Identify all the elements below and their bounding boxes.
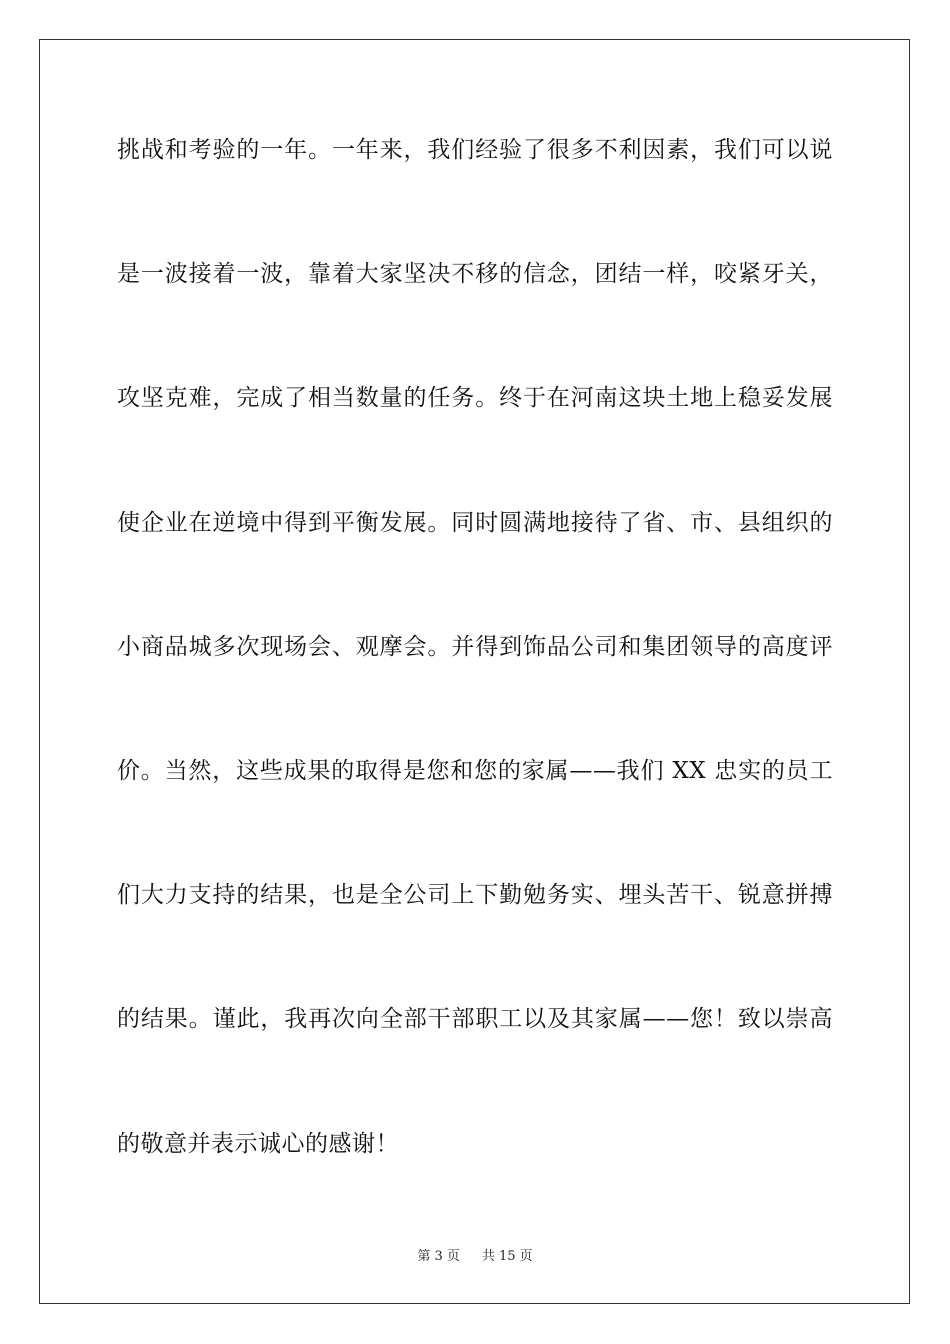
page-footer xyxy=(0,1247,950,1267)
text-line: 的敬意并表示诚心的感谢！ xyxy=(117,1130,399,1157)
body-text xyxy=(117,120,833,1238)
text-line: 们大力支持的结果，也是全公司上下勤勉务实、埋头苦干、锐意拼搏 xyxy=(117,882,833,909)
page-number: 第 3 页 xyxy=(417,1249,460,1264)
page-total: 共 15 页 xyxy=(481,1249,533,1264)
text-line: 的结果。谨此，我再次向全部干部职工以及其家属——您！致以崇高 xyxy=(117,1006,833,1033)
text-line: 使企业在逆境中得到平衡发展。同时圆满地接待了省、市、县组织的 xyxy=(117,509,833,536)
text-line: 小商品城多次现场会、观摩会。并得到饰品公司和集团领导的高度评 xyxy=(117,633,833,660)
text-line: 挑战和考验的一年。一年来，我们经验了很多不利因素，我们可以说 xyxy=(117,137,833,163)
text-line: 价。当然，这些成果的取得是您和您的家属——我们 XX 忠实的员工 xyxy=(117,757,833,784)
text-line: 攻坚克难，完成了相当数量的任务。终于在河南这块土地上稳妥发展 xyxy=(117,385,833,412)
text-line: 是一波接着一波，靠着大家坚决不移的信念，团结一样，咬紧牙关， xyxy=(117,261,833,288)
